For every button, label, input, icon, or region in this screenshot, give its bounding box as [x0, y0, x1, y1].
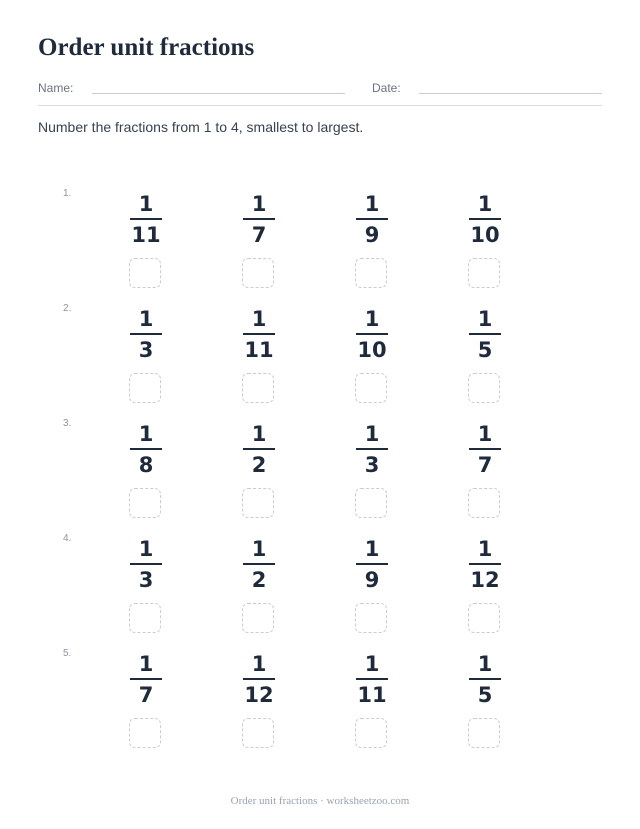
fraction-bar	[243, 333, 275, 335]
fraction	[126, 421, 166, 478]
answer-box[interactable]	[468, 603, 500, 633]
fraction-denominator: 7	[251, 223, 267, 247]
fraction-denominator: 3	[364, 453, 380, 477]
question-number: 1.	[63, 188, 72, 199]
fraction	[126, 536, 166, 593]
fraction-numerator: 1	[364, 422, 380, 446]
fraction-numerator: 1	[251, 422, 267, 446]
fraction-numerator: 1	[364, 192, 380, 216]
fraction-numerator: 1	[251, 307, 267, 331]
fraction-numerator: 1	[251, 192, 267, 216]
fraction	[239, 651, 279, 708]
fraction-denominator: 2	[251, 568, 267, 592]
answer-box[interactable]	[242, 603, 274, 633]
answer-box[interactable]	[468, 488, 500, 518]
answer-box[interactable]	[129, 718, 161, 748]
footer: Order unit fractions · worksheetzoo.com	[230, 795, 410, 807]
fraction-bar	[356, 448, 388, 450]
fraction-denominator: 9	[364, 568, 380, 592]
question-number: 3.	[63, 418, 72, 429]
fraction-bar	[243, 678, 275, 680]
fraction-numerator: 1	[251, 537, 267, 561]
fraction-numerator: 1	[138, 422, 154, 446]
fraction-denominator: 12	[244, 683, 274, 707]
question-row	[0, 418, 640, 533]
date-label: Date:	[372, 81, 401, 95]
answer-box[interactable]	[129, 488, 161, 518]
fraction-denominator: 11	[357, 683, 387, 707]
fraction-denominator: 3	[138, 568, 154, 592]
fraction-numerator: 1	[477, 422, 493, 446]
fraction-numerator: 1	[138, 307, 154, 331]
page-title: Order unit fractions	[38, 34, 255, 61]
fraction	[126, 306, 166, 363]
fraction	[465, 421, 505, 478]
answer-box[interactable]	[355, 488, 387, 518]
answer-box[interactable]	[355, 718, 387, 748]
answer-box[interactable]	[242, 488, 274, 518]
fraction-denominator: 9	[364, 223, 380, 247]
fraction	[239, 306, 279, 363]
fraction	[352, 306, 392, 363]
fraction-numerator: 1	[477, 652, 493, 676]
fraction-numerator: 1	[138, 192, 154, 216]
fraction	[465, 306, 505, 363]
fraction	[239, 536, 279, 593]
fraction-bar	[356, 563, 388, 565]
answer-box[interactable]	[242, 373, 274, 403]
answer-box[interactable]	[129, 258, 161, 288]
fraction-bar	[469, 218, 501, 220]
fraction-bar	[243, 448, 275, 450]
fraction	[465, 536, 505, 593]
fraction-numerator: 1	[364, 537, 380, 561]
fraction	[465, 191, 505, 248]
name-label: Name:	[38, 81, 74, 95]
fraction-denominator: 10	[357, 338, 387, 362]
answer-box[interactable]	[355, 373, 387, 403]
fraction-bar	[469, 448, 501, 450]
answer-box[interactable]	[129, 373, 161, 403]
fraction-numerator: 1	[138, 537, 154, 561]
header-divider	[38, 105, 602, 106]
fraction-bar	[356, 678, 388, 680]
fraction	[126, 651, 166, 708]
answer-box[interactable]	[242, 718, 274, 748]
question-number: 5.	[63, 648, 72, 659]
fraction-numerator: 1	[364, 652, 380, 676]
fraction	[352, 536, 392, 593]
answer-box[interactable]	[242, 258, 274, 288]
fraction-denominator: 11	[244, 338, 274, 362]
fraction-denominator: 7	[138, 683, 154, 707]
fraction	[352, 191, 392, 248]
fraction	[239, 191, 279, 248]
fraction-bar	[356, 218, 388, 220]
answer-box[interactable]	[468, 373, 500, 403]
fraction-bar	[130, 448, 162, 450]
answer-box[interactable]	[355, 603, 387, 633]
fraction-denominator: 8	[138, 453, 154, 477]
date-field[interactable]	[419, 93, 602, 94]
fraction-denominator: 5	[477, 683, 493, 707]
fraction-denominator: 7	[477, 453, 493, 477]
instructions: Number the fractions from 1 to 4, smallest to largest.	[38, 119, 364, 135]
fraction	[126, 191, 166, 248]
fraction-bar	[469, 563, 501, 565]
answer-box[interactable]	[468, 258, 500, 288]
fraction-numerator: 1	[138, 652, 154, 676]
fraction-numerator: 1	[477, 537, 493, 561]
fraction-bar	[130, 563, 162, 565]
fraction-denominator: 10	[470, 223, 500, 247]
fraction-bar	[243, 563, 275, 565]
question-row	[0, 648, 640, 763]
fraction-numerator: 1	[477, 192, 493, 216]
question-row	[0, 188, 640, 303]
fraction-denominator: 5	[477, 338, 493, 362]
fraction-denominator: 3	[138, 338, 154, 362]
fraction-numerator: 1	[364, 307, 380, 331]
fraction-denominator: 11	[131, 223, 161, 247]
fraction	[352, 651, 392, 708]
fraction-numerator: 1	[477, 307, 493, 331]
fraction-denominator: 12	[470, 568, 500, 592]
fraction-bar	[243, 218, 275, 220]
fraction	[352, 421, 392, 478]
question-number: 2.	[63, 303, 72, 314]
fraction-denominator: 2	[251, 453, 267, 477]
fraction	[239, 421, 279, 478]
fraction	[465, 651, 505, 708]
question-number: 4.	[63, 533, 72, 544]
question-row	[0, 533, 640, 648]
fraction-bar	[130, 678, 162, 680]
fraction-bar	[469, 333, 501, 335]
answer-box[interactable]	[468, 718, 500, 748]
name-field[interactable]	[92, 93, 345, 94]
fraction-bar	[356, 333, 388, 335]
question-row	[0, 303, 640, 418]
answer-box[interactable]	[355, 258, 387, 288]
fraction-bar	[130, 333, 162, 335]
answer-box[interactable]	[129, 603, 161, 633]
fraction-bar	[130, 218, 162, 220]
fraction-numerator: 1	[251, 652, 267, 676]
fraction-bar	[469, 678, 501, 680]
